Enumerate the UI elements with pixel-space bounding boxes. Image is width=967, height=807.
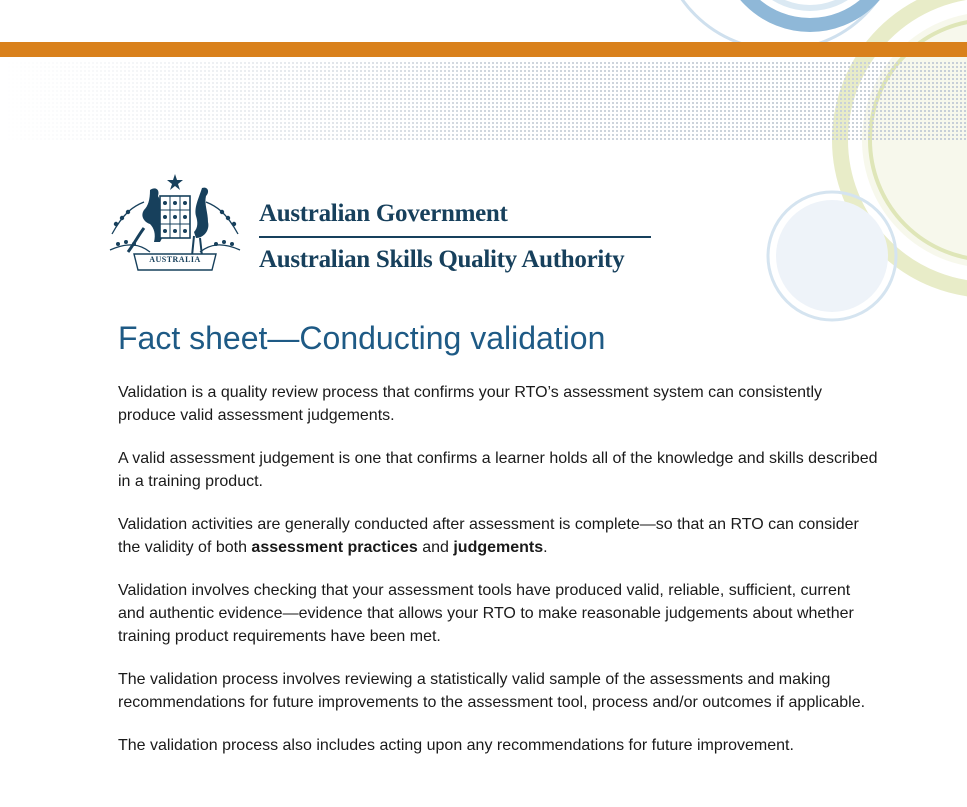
paragraph: The validation process involves reviewing a statistically valid sample of the assessments and making recommendations for future improvements to the assessment tool, process and/or outcomes if applicable. xyxy=(118,671,866,711)
crest-ribbon-text: AUSTRALIA xyxy=(149,255,201,264)
logo-divider xyxy=(259,236,651,238)
paragraph-text: Validation activities are generally conducted after assessment is complete—so that an RTO can consider the validity of both xyxy=(118,516,859,556)
bold-term: assessment practices xyxy=(251,539,418,556)
paragraph: A valid assessment judgement is one that confirms a learner holds all of the knowledge and skills described in a training product. xyxy=(118,450,878,490)
agency-name: Australian Skills Quality Authority xyxy=(259,246,625,273)
paragraph xyxy=(118,513,878,559)
pixel-pattern-band xyxy=(0,62,967,142)
paragraph: Validation is a quality review process that confirms your RTO’s assessment system can consistently produce valid assessment judgements. xyxy=(118,384,822,424)
bold-term: judgements xyxy=(453,539,544,556)
paragraph: The validation process also includes acting upon any recommendations for future improvement. xyxy=(118,737,794,754)
header-accent-bar xyxy=(0,42,967,57)
paragraph: Validation involves checking that your assessment tools have produced valid, reliable, sufficient, current and authentic evidence—evidence that allows your RTO to make reasonable judgements about whether training product requirements have been met. xyxy=(118,582,854,645)
paragraph-text: and xyxy=(417,539,454,556)
document-body xyxy=(118,381,878,777)
page-title: Fact sheet—Conducting validation xyxy=(118,320,606,356)
government-name: Australian Government xyxy=(259,200,508,227)
government-logo xyxy=(104,172,664,282)
paragraph-text: . xyxy=(543,539,548,556)
